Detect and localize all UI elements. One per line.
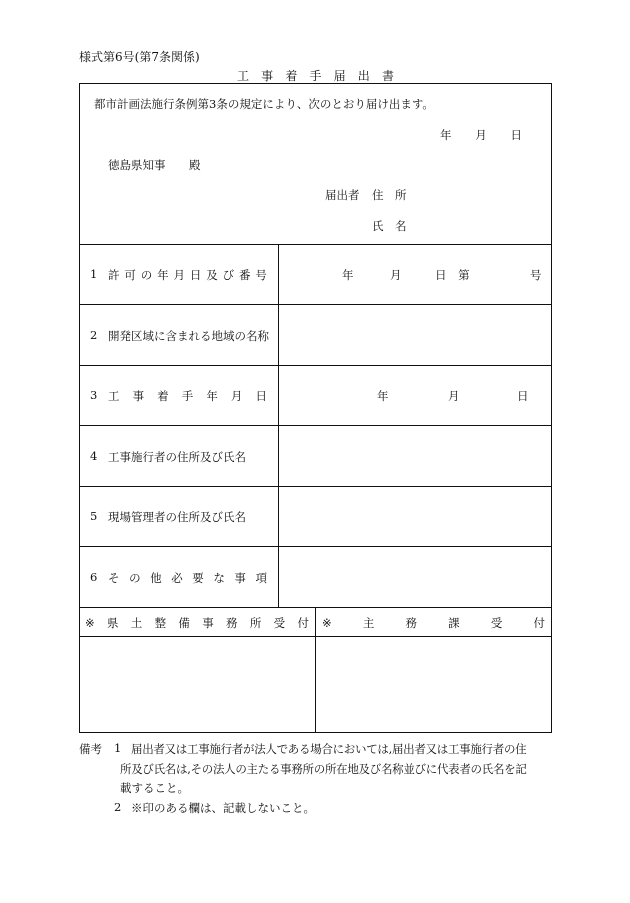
- notes-heading: 備考: [79, 742, 102, 756]
- name-label: 氏 名: [372, 219, 407, 233]
- value-day-no: 日 第: [435, 268, 470, 282]
- row-label-permit-date-number: 許 可 の 年 月 日 及 び 番 号: [108, 268, 267, 282]
- note-text-line: 届出者又は工事施行者が法人である場合においては,届出者又は工事施行者の住: [131, 742, 527, 756]
- note-number: 1: [114, 741, 122, 755]
- row-number: 6: [90, 570, 98, 584]
- row-label-site-manager: 現場管理者の住所及び氏名: [108, 510, 246, 524]
- row-label-other-matters: そ の 他 必 要 な 事 項: [108, 571, 267, 585]
- row-number: 1: [90, 267, 98, 281]
- value-month: 月: [390, 268, 402, 282]
- page-title: 工 事 着 手 届 出 書: [237, 69, 394, 83]
- row-label-contractor: 工事施行者の住所及び氏名: [108, 450, 246, 464]
- row-divider: [79, 304, 552, 305]
- row-number: 5: [90, 509, 98, 523]
- value-day: 日: [517, 389, 529, 403]
- row-divider: [79, 486, 552, 487]
- row-number: 3: [90, 388, 98, 402]
- row-number: 2: [90, 328, 98, 342]
- note-text-line: 所及び氏名は,その法人の主たる事務所の所在地及び名称並びに代表者の氏名を記: [120, 762, 527, 776]
- responsible-section-reception-label: ※ 主 務 課 受 付: [322, 616, 545, 630]
- header-statement: 都市計画法施行条例第3条の規定により、次のとおり届け出ます。: [94, 97, 434, 111]
- prefectural-office-reception-label: ※ 県 土 整 備 事 務 所 受 付: [85, 616, 309, 630]
- form-number: 様式第6号(第7条関係): [79, 50, 200, 64]
- row-label-construction-start-date: 工 事 着 手 年 月 日: [108, 389, 267, 403]
- address-label: 住 所: [372, 188, 407, 202]
- note-text-line: ※印のある欄は、記載しないこと。: [131, 801, 315, 815]
- note-text-line: 載すること。: [120, 781, 189, 795]
- reception-divider: [315, 607, 316, 733]
- row-divider: [79, 546, 552, 547]
- row-divider: [79, 425, 552, 426]
- row-divider: [79, 244, 552, 245]
- header-date: 年 月 日: [440, 128, 522, 142]
- value-number: 号: [530, 268, 542, 282]
- value-year: 年: [377, 389, 389, 403]
- row-divider: [79, 365, 552, 366]
- applicant-label: 届出者: [325, 188, 360, 202]
- note-number: 2: [114, 800, 122, 814]
- row-label-development-area: 開発区域に含まれる地域の名称: [108, 329, 269, 343]
- column-divider: [278, 244, 279, 607]
- value-year: 年: [342, 268, 354, 282]
- addressee: 徳島県知事: [108, 158, 166, 172]
- value-month: 月: [448, 389, 460, 403]
- row-number: 4: [90, 449, 98, 463]
- honorific: 殿: [189, 158, 201, 172]
